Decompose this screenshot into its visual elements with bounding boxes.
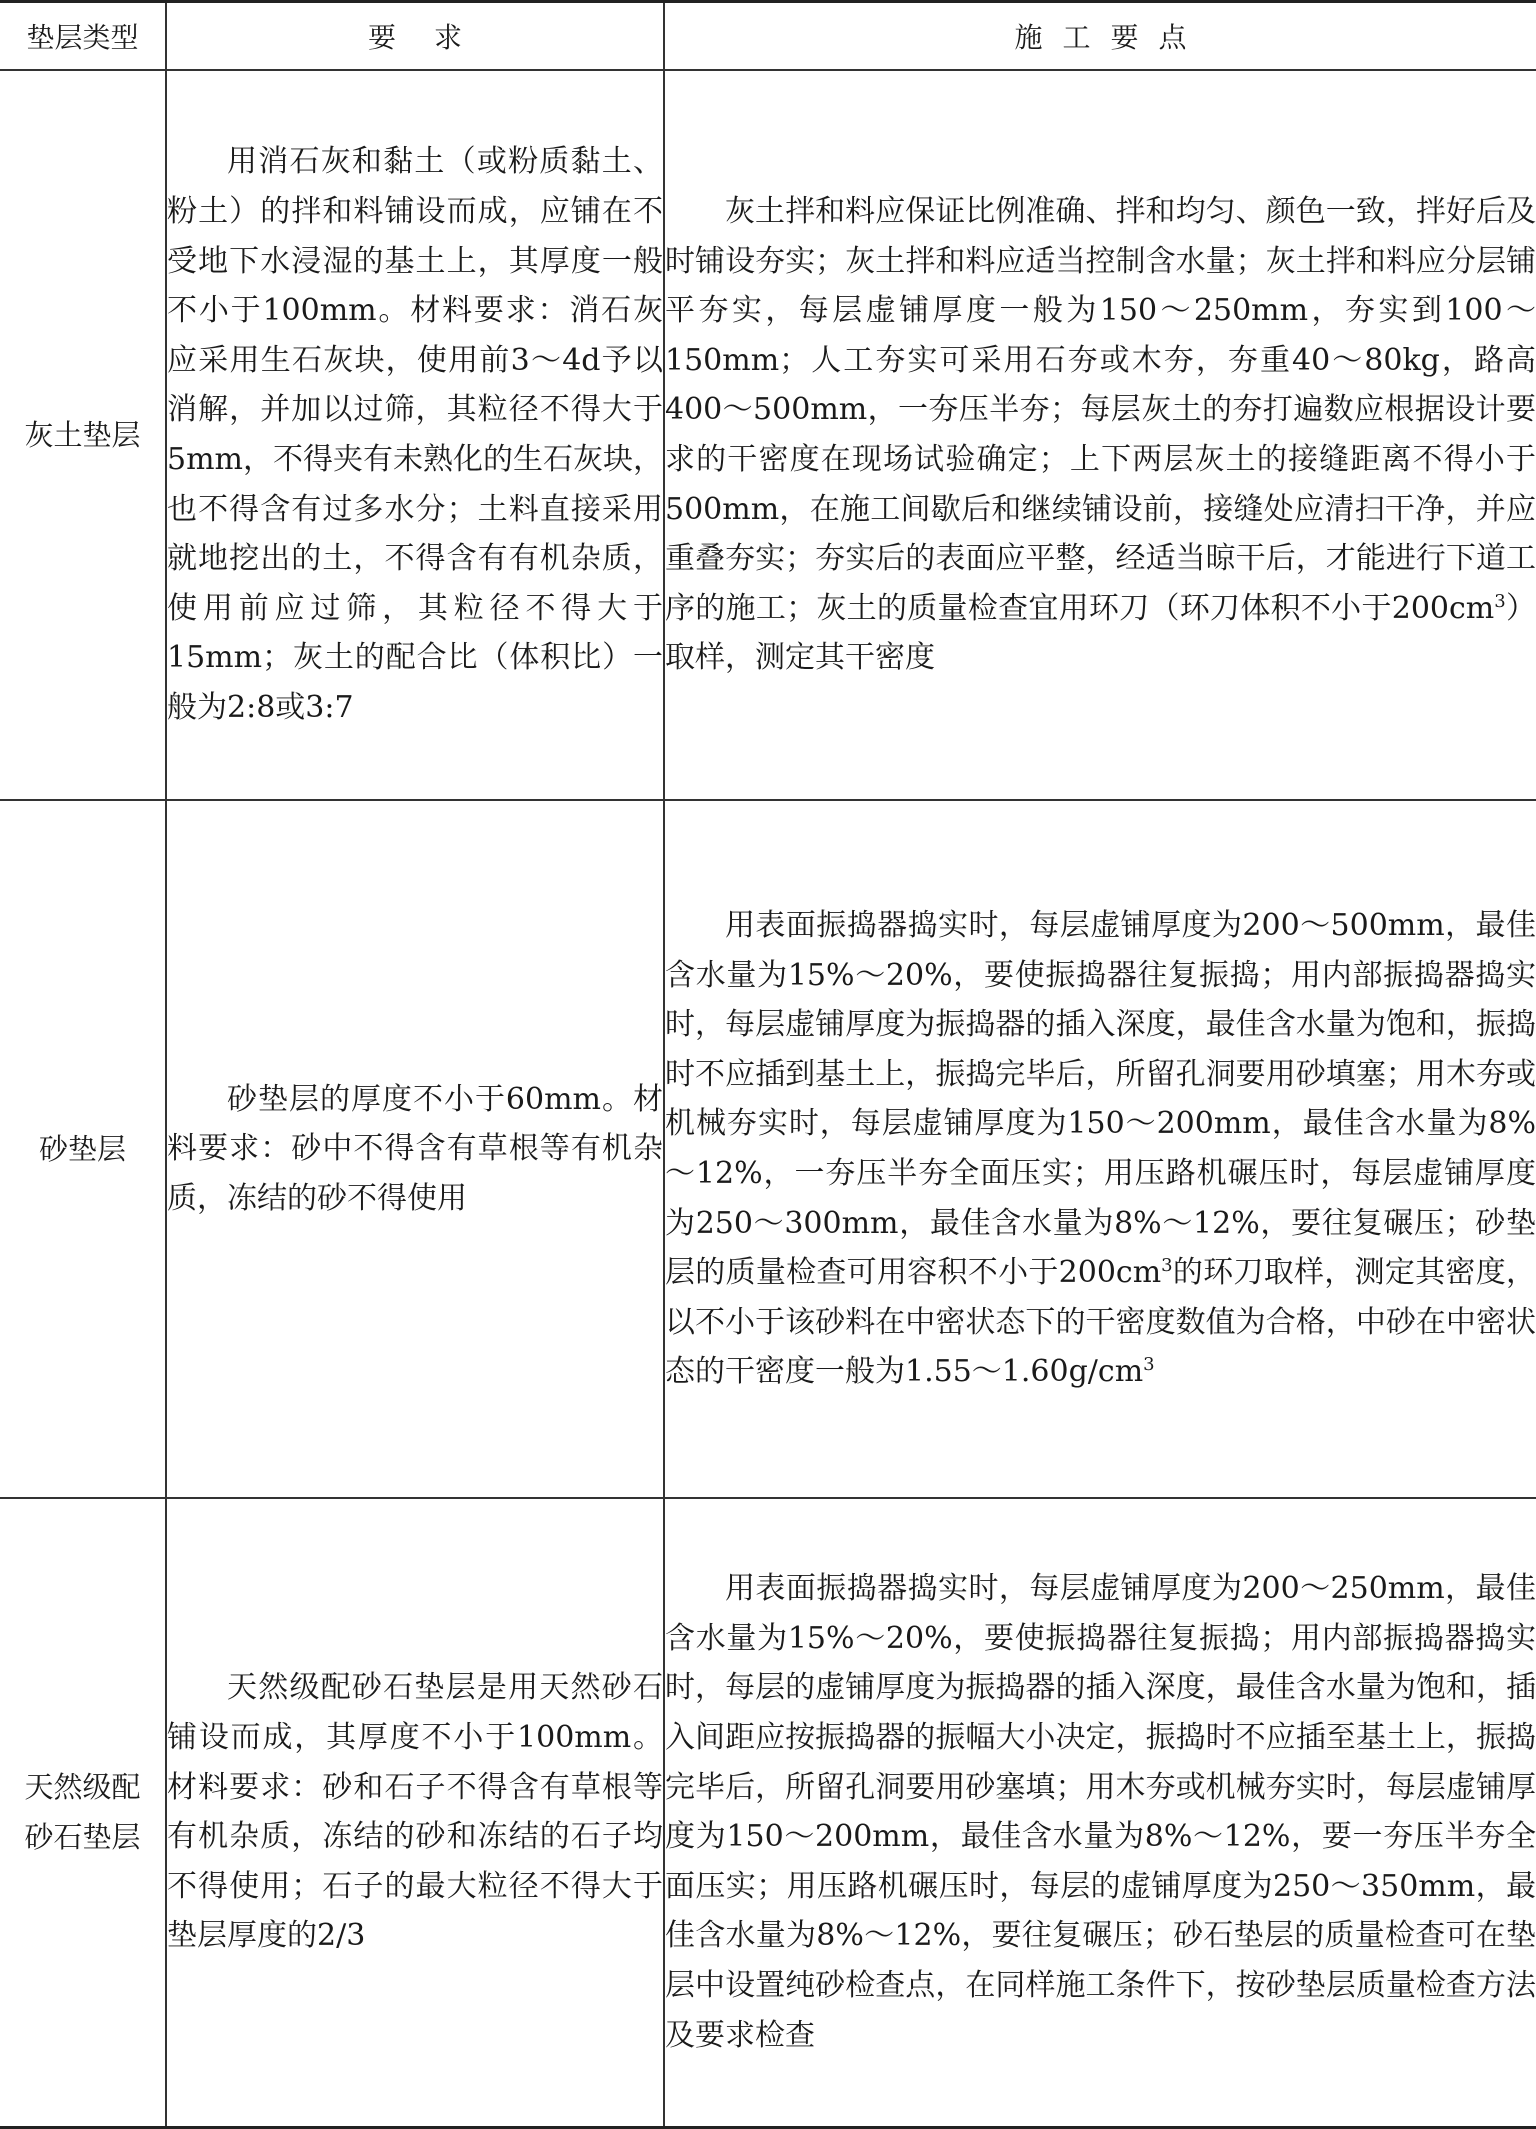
construction-text xyxy=(665,901,1536,1397)
table-header-row xyxy=(0,2,1536,71)
row-construction-graded-sand-gravel xyxy=(664,1498,1536,2127)
requirement-text: 天然级配砂石垫层是用天然砂石铺设而成，其厚度不小于100mm。材料要求：砂和石子不得含有草根等有机杂质，冻结的砂和冻结的石子均不得使用；石子的最大粒径不得大于垫层厚度的2/3 xyxy=(167,1670,663,1954)
construction-main: 用表面振捣器捣实时，每层虚铺厚度为200～500mm，最佳含水量为15%～20%，要使振捣器往复振捣；用内部振捣器捣实时，每层虚铺厚度为振捣器的插入深度，最佳含水量为饱和，振捣时不应插到基土上，振捣完毕后，所留孔洞要用砂填塞；用木夯或机械夯实时，每层虚铺厚度为150～200mm，最佳含水量为8%～12%，一夯压半夯全面压实；用压路机碾压时，每层虚铺厚度为250～300mm，最佳含水量为8%～12%，要往复碾压；砂垫层的质量检查可用容积不小于200cm xyxy=(665,908,1536,1291)
row-requirement-lime-soil xyxy=(166,70,664,800)
construction-text: 用表面振捣器捣实时，每层虚铺厚度为200～250mm，最佳含水量为15%～20%，要使振捣器往复振捣；用内部振捣器捣实时，每层的虚铺厚度为振捣器的插入深度，最佳含水量为饱和，插入间距应按振捣器的振幅大小决定，振捣时不应插至基土上，振捣完毕后，所留孔洞要用砂塞填；用木夯或机械夯实时，每层虚铺厚度为150～200mm，最佳含水量为8%～12%，要一夯压半夯全面压实；用压路机碾压时，每层的虚铺厚度为250～350mm，最佳含水量为8%～12%，要往复碾压；砂石垫层的质量检查可在垫层中设置纯砂检查点，在同样施工条件下，按砂垫层质量检查方法及要求检查 xyxy=(665,1571,1536,2053)
table-row xyxy=(0,1498,1536,2127)
row-type-lime-soil: 灰土垫层 xyxy=(0,70,166,800)
type-line-2: 砂石垫层 xyxy=(24,1820,141,1855)
construction-main: 灰土拌和料应保证比例准确、拌和均匀、颜色一致，拌好后及时铺设夯实；灰土拌和料应适当控制含水量；灰土拌和料应分层铺平夯实，每层虚铺厚度一般为150～250mm，夯实到100～150mm；人工夯实可采用石夯或木夯，夯重40～80kg，路高400～500mm，一夯压半夯；每层灰土的夯打遍数应根据设计要求的干密度在现场试验确定；上下两层灰土的接缝距离不得小于500mm，在施工间歇后和继续铺设前，接缝处应清扫干净，并应重叠夯实；夯实后的表面应平整，经适当晾干后，才能进行下道工序的施工；灰土的质量检查宜用环刀（环刀体积不小于200cm xyxy=(665,194,1536,626)
header-layer-type: 垫层类型 xyxy=(0,2,166,71)
construction-tail: ）取样，测定其干密度 xyxy=(665,590,1536,676)
header-requirement-label: 要求 xyxy=(367,21,500,54)
table-row xyxy=(0,70,1536,800)
table-row xyxy=(0,800,1536,1498)
construction-text xyxy=(665,187,1536,683)
construction-tail: 的环刀取样，测定其密度，以不小于该砂料在中密状态下的干密度数值为合格，中砂在中密状态的干密度一般为1.55～1.60g/cm xyxy=(665,1255,1536,1390)
row-type-sand: 砂垫层 xyxy=(0,800,166,1498)
superscript: 3 xyxy=(1143,1354,1155,1376)
superscript: 3 xyxy=(1494,590,1506,612)
row-type-graded-sand-gravel xyxy=(0,1498,166,2127)
header-construction-points xyxy=(664,2,1536,71)
requirement-text: 用消石灰和黏土（或粉质黏土、粉土）的拌和料铺设而成，应铺在不受地下水浸湿的基土上，其厚度一般不小于100mm。材料要求：消石灰应采用生石灰块，使用前3～4d予以消解，并加以过筛，其粒径不得大于5mm，不得夹有未熟化的生石灰块，也不得含有过多水分；土料直接采用就地挖出的土，不得含有有机杂质，使用前应过筛，其粒径不得大于15mm；灰土的配合比（体积比）一般为2:8或3:7 xyxy=(167,144,663,725)
superscript: 3 xyxy=(1161,1255,1173,1277)
header-requirement xyxy=(166,2,664,71)
row-construction-lime-soil xyxy=(664,70,1536,800)
row-requirement-graded-sand-gravel xyxy=(166,1498,664,2127)
header-construction-label: 施工要点 xyxy=(1014,21,1207,54)
requirement-text: 砂垫层的厚度不小于60mm。材料要求：砂中不得含有草根等有机杂质，冻结的砂不得使用 xyxy=(167,1081,663,1216)
type-line-1: 天然级配 xyxy=(24,1770,141,1805)
row-construction-sand xyxy=(664,800,1536,1498)
row-requirement-sand xyxy=(166,800,664,1498)
